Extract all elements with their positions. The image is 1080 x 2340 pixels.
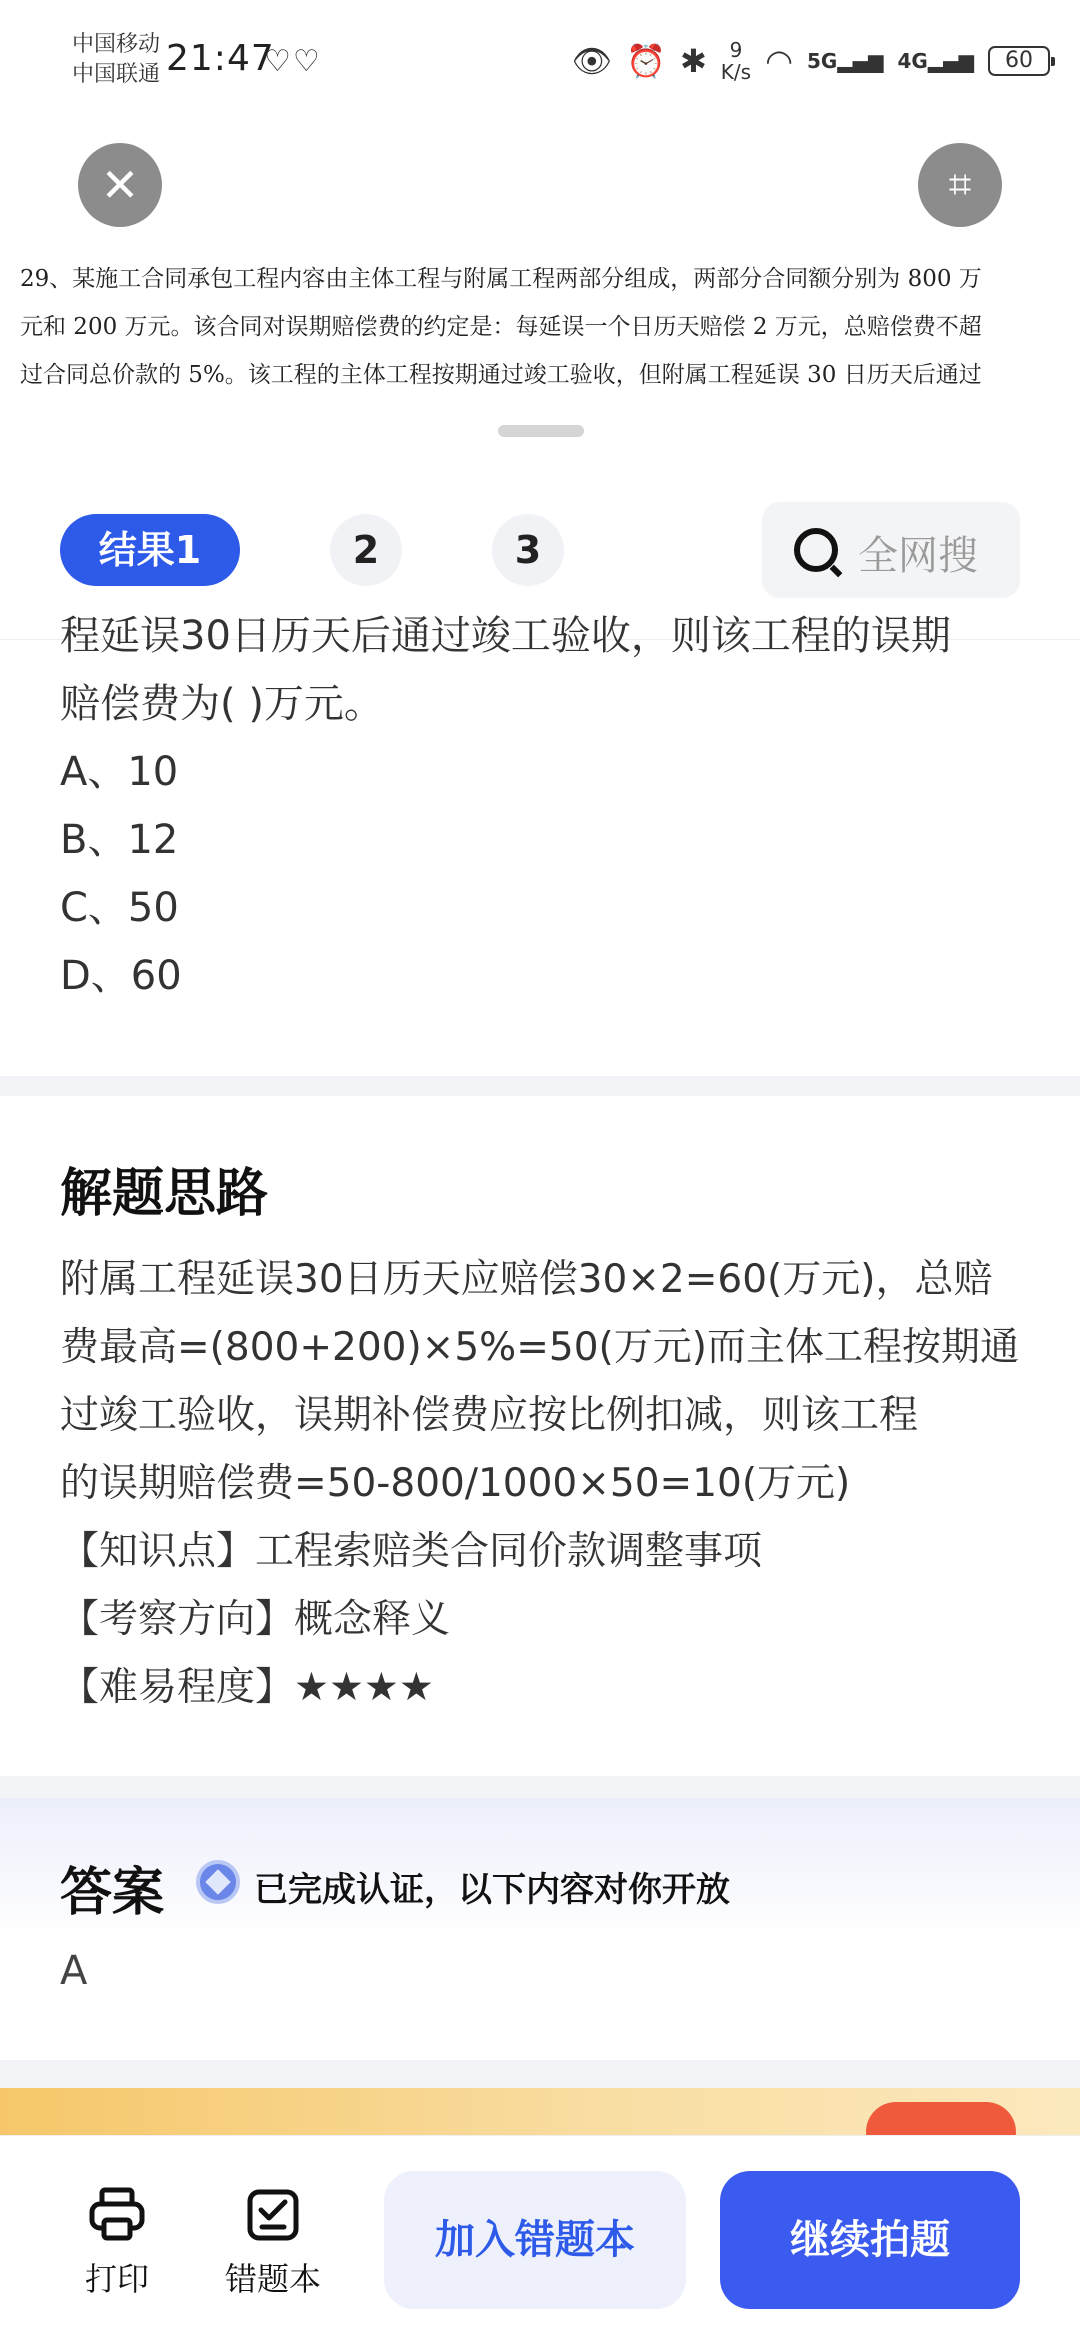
analysis-line: 费最高=(800+200)×5%=50(万元)而主体工程按期通 [60,1325,1019,1370]
analysis-line: 过竣工验收，误期补偿费应按比例扣减，则该工程 [60,1393,919,1438]
photo-line: 29、某施工合同承包工程内容由主体工程与附属工程两部分组成，两部分合同额分别为 800 万 [20,266,982,292]
question-text [60,602,1020,1010]
photo-line: 过合同总价款的 5%。该工程的主体工程按期通过竣工验收，但附属工程延误 30 日历天后通过 [20,362,982,388]
status-icons [572,34,1050,88]
wrong-book-icon [244,2186,302,2244]
status-bar [0,0,1080,120]
continue-photo-button[interactable]: 继续拍题 [720,2171,1020,2309]
print-label: 打印 [84,2260,149,2298]
bluetooth-icon: ✱ [679,42,707,80]
web-search-button[interactable] [762,502,1020,598]
carrier-labels [72,30,160,90]
clock: 21:47 [166,38,275,79]
question-line: 赔偿费为( )万元。 [60,681,384,727]
carrier-1: 中国移动 [72,32,161,57]
analysis-line: 附属工程延误30日历天应赔偿30×2=60(万元)，总赔 [60,1257,993,1302]
knowledge-point: 【知识点】工程索赔类合同价款调整事项 [60,1529,763,1574]
close-icon: ✕ [100,158,140,212]
analysis-line: 的误期赔偿费=50-800/1000×50=10(万元) [60,1461,851,1506]
captured-question-image [20,255,1065,415]
answer-title: 答案 [60,1863,165,1923]
wifi-icon: ◠ [765,42,793,80]
answer-card [0,1798,1080,2060]
close-button[interactable] [78,143,162,227]
exam-direction: 【考察方向】概念释义 [60,1597,451,1642]
certified-notice: 已完成认证，以下内容对你开放 [254,1870,730,1910]
result-sheet [0,470,1080,2340]
signal-4g: 4G▂▄▆ [897,49,974,73]
alarm-icon: ⏰ [626,42,666,80]
photo-region [0,0,1080,470]
wrong-book-button[interactable] [218,2186,328,2300]
activity-icon: ♡♡ [264,44,322,79]
question-card [0,613,1080,1076]
sheet-drag-handle[interactable] [498,425,584,437]
analysis-card [0,1096,1080,1776]
web-search-label: 全网搜 [858,533,978,579]
crop-icon: ⌗ [948,162,972,208]
net-speed: 9 K/s [720,38,752,84]
crop-button[interactable] [918,143,1002,227]
carrier-2: 中国联通 [72,62,161,87]
add-to-wrong-book-button[interactable]: 加入错题本 [384,2171,686,2309]
tab-result-1[interactable]: 结果1 [60,514,240,586]
tab-result-3[interactable]: 3 [492,514,564,586]
print-button[interactable] [62,2186,172,2300]
signal-5g: 5G▂▄▆ [807,49,884,73]
question-line: 程延误30日历天后通过竣工验收，则该工程的误期 [60,613,951,659]
bottom-action-bar [0,2135,1080,2340]
option-c: C、50 [60,885,179,931]
analysis-title: 解题思路 [60,1164,269,1224]
analysis-body [60,1246,1040,1722]
printer-icon [88,2186,146,2244]
eye-icon: 👁 [571,42,613,80]
photo-line: 元和 200 万元。该合同对误期赔偿费的约定是：每延误一个日历天赔偿 2 万元，总赔偿费不超 [20,314,982,340]
wrong-book-label: 错题本 [224,2260,321,2298]
answer-value: A [60,1948,88,1994]
option-b: B、12 [60,817,179,863]
difficulty-rating: 【难易程度】★★★★ [60,1665,434,1710]
search-icon [794,528,838,572]
option-d: D、60 [60,953,182,999]
battery-icon: 60 [988,46,1050,76]
verified-badge-icon [196,1860,240,1904]
tab-result-2[interactable]: 2 [330,514,402,586]
option-a: A、10 [60,749,179,795]
